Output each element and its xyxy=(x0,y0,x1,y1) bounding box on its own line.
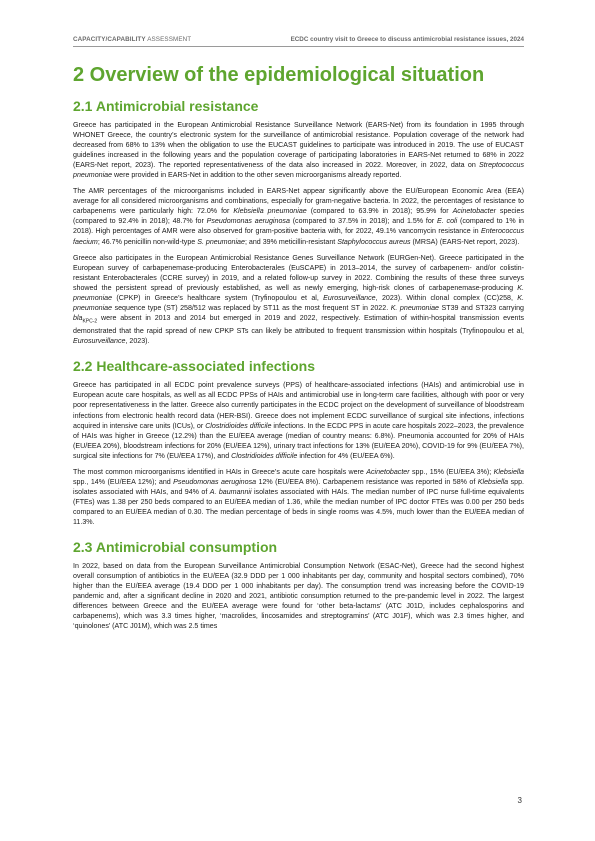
italic-term: Eurosurveillance xyxy=(323,293,376,302)
text-run: ; 46.7% penicillin non-wild-type xyxy=(97,237,198,246)
text-run: spp., 15% (EU/EEA 3%); xyxy=(409,467,494,476)
italic-term: Klebsiella pneumoniae xyxy=(233,207,307,216)
italic-term: Eurosurveillance xyxy=(73,337,126,346)
subscript: KPC-2 xyxy=(82,318,98,325)
italic-term: bla xyxy=(73,313,83,322)
text-run: In 2022, based on data from the European Surveillance Antimicrobial Consumption Network (ESAC-Net), Greece had the second highest overall consumption of antibiotics in the EU/EEA (32.9 DDD per 1 000 inhabitants per day, community and hospital sectors combined), 70% higher than the EU/EEA average (19.4 DDD per 1 000 inhabitants per day). The consumption trend was increasing before the COVID-19 pandemic and, after a significant decline in 2020 and 2021, antibiotic consumption returned to the pre-pandemic level in 2022. The largest differences between Greece and the EU/EEA average were found for ‘other beta-lactams’ (ATC J01D, includes cephalosporins and carbapenems), which was 3.3 times higher, ‘macrolides, lincosamides and streptogramins’ (ATC J01F), which was 2.3 times higher, and ‘quinolones’ (ATC J01M), which was 2.5 times xyxy=(73,562,524,631)
paragraph xyxy=(73,467,524,527)
paragraph xyxy=(73,380,524,460)
text-run: The AMR percentages of the microorganisms included in EARS-Net appear significantly above the EU/European Economic Area (EEA) average for all considered microorganisms and combinations, especially for gram-negative bacteria. In 2022, the percentages of resistance to carbapenems were particularly high: 72.0% for xyxy=(73,187,524,216)
italic-term: Clostridioides difficile xyxy=(231,451,298,460)
header-left-rest: ASSESSMENT xyxy=(145,36,192,43)
italic-term: Enterococcus faecium xyxy=(73,227,524,246)
header-right: ECDC country visit to Greece to discuss antimicrobial resistance issues, 2024 xyxy=(290,36,524,43)
italic-term: K. pneumoniae xyxy=(73,293,524,312)
page-content xyxy=(73,62,524,631)
text-run: (CPKP) in Greece’s healthcare system (Tryfinopoulou et al, xyxy=(112,293,324,302)
paragraph xyxy=(73,253,524,347)
text-run: spp. isolates associated with HAIs, and 94% of xyxy=(73,477,524,496)
text-run: species (compared to 92.4% in 2018); 48.7% for xyxy=(73,207,524,226)
italic-term: Klebsiella xyxy=(493,467,524,476)
text-run: 12% (EU/EEA 8%). Carbapenem resistance was reported in 58% of xyxy=(256,477,478,486)
header-rule xyxy=(73,46,524,47)
paragraph xyxy=(73,561,524,631)
italic-term: S. pneumoniae xyxy=(197,237,245,246)
header-left xyxy=(73,36,191,43)
text-run: sequence type (ST) 258/512 was replaced by ST11 as the most frequent ST in 2022. xyxy=(112,303,391,312)
italic-term: Staphylococcus aureus xyxy=(337,237,411,246)
text-run: (compared to 37.5% in 2018); and 1.5% for xyxy=(289,217,438,226)
text-run: Greece has participated in the European Antimicrobial Resistance Surveillance Network (EARS-Net) from its foundation in 1995 through WHONET Greece, the country’s electronic system for the surveillance of antimicrobial resistance. Population coverage of the network had decreased from 68% to 13% when the obligation to use the EUCAST guidelines to participate was introduced in 2019. The use of EUCAST guidelines increased in the following years and the population coverage of participating laboratories in EARS-Net returned to 68% in 2022 (EARS-Net report, 2023). The reported representativeness of the data also increased in 2022. Moreover, in 2022, data on xyxy=(73,121,524,170)
italic-term: Acinetobacter xyxy=(366,467,410,476)
italic-term: Klebsiella xyxy=(477,477,509,486)
text-run: , 2023). xyxy=(125,337,150,346)
paragraph xyxy=(73,186,524,246)
italic-term: E. coli xyxy=(437,217,458,226)
text-run: infection for 4% (EU/EEA 6%). xyxy=(297,451,395,460)
text-run: were absent in 2013 and 2014 but emerged in 2019 and 2022, respectively. Estimation of within-hospital transmission events demonstrated that the rapid spread of new CPKP STs can likely be attributed to frequent transmission within hospitals (Tryfinopoulou et al, xyxy=(73,313,524,336)
text-run: were provided in EARS-Net in addition to the other seven microorganisms already reported. xyxy=(112,171,402,180)
italic-term: Pseudomonas aeruginosa xyxy=(173,477,257,486)
text-run: isolates associated with HAIs. The median number of IPC nurse full-time equivalents (FTEs) was 1.38 per 250 beds compared to an EU/EEA median of 1.36, while the median number of IPC doctor FTEs was 0.00 per 250 beds compared to an EU/EEA median of 0.30. The median percentage of beds in single rooms was 4.5%, much lower than the EU/EEA median of 11.3%. xyxy=(73,487,525,526)
text-run: ST39 and ST323 carrying xyxy=(438,303,524,312)
text-run: The most common microorganisms identified in HAIs in Greece’s acute care hospitals were xyxy=(73,467,367,476)
italic-term: A. baumannii xyxy=(209,487,252,496)
italic-term: Acinetobacter xyxy=(452,207,496,216)
text-run: (compared to 63.9% in 2018); 95.9% for xyxy=(306,207,453,216)
text-run: spp., 14% (EU/EEA 12%); and xyxy=(73,477,174,486)
paragraph xyxy=(73,120,524,180)
text-run: (MRSA) (EARS-Net report, 2023). xyxy=(410,237,520,246)
text-run: ; and 39% meticillin-resistant xyxy=(244,237,338,246)
text-run: Greece has participated in all ECDC point prevalence surveys (PPS) of healthcare-associated infections (HAIs) and antimicrobial use in European acute care hospitals, as well as all ECDC PPSs of HAIs and antimicrobial use in long-term care facilities, although with poor or very poor representativeness in the latter. Greece also currently participates in the ECDC project on the development of surveillance of bloodstream infections from electronic health record data (HER-BSI). Greece does not implement ECDC surveillance of surgical site infections, infections acquired in intensive care units (ICUs), or xyxy=(73,381,524,430)
italic-term: K. pneumoniae xyxy=(73,283,524,302)
italic-term: Streptococcus pneumoniae xyxy=(73,161,524,180)
text-run: infections. In the ECDC PPS in acute care hospitals 2022–2023, the prevalence of HAIs was higher in Greece (12.2%) than the EU/EEA average (median of country means: 6.8%). Pneumonia accounted for 20% of HAIs (EU/EEA 20%), bloodstream infections for 20% (EU/EEA 12%), urinary tract infections for 13% (EU/EEA 20%), COVID-19 for 9% (EU/EEA 7%), surgical site infections for 7% (EU/EEA 17%), and xyxy=(73,421,524,460)
section-heading-amr: 2.1 Antimicrobial resistance xyxy=(73,98,259,114)
italic-term: Pseudomonas aeruginosa xyxy=(206,217,290,226)
italic-term: K. pneumoniae xyxy=(390,303,439,312)
text-run: , 2023). Within clonal complex (CC)258, xyxy=(375,293,518,302)
chapter-title: 2 Overview of the epidemiological situation xyxy=(73,64,485,86)
section-heading-hai: 2.2 Healthcare-associated infections xyxy=(73,358,315,375)
page-number: 3 xyxy=(517,796,522,805)
italic-term: Clostridioides difficile xyxy=(205,421,272,430)
header-left-bold: CAPACITY/CAPABILITY xyxy=(73,36,146,43)
text-run: (compared to 1% in 2018). High percentages of AMR were also observed for gram-positive bacteria with, for 2022, 49.1% vancomycin resistance in xyxy=(73,217,524,236)
section-heading-amc: 2.3 Antimicrobial consumption xyxy=(73,539,278,556)
text-run: Greece also participates in the European Antimicrobial Resistance Genes Surveillance Network (EURGen-Net). Greece participated in the European survey of carbapenemase-producing Enterobacterales (EuSCAPE) in 2013–2014, the survey of carbapenem- and/or colistin-resistant Enterobacterales (CCRE survey) in 2019, and a related follow-up survey in 2022. Combining the results of these three surveys showed the persistent spread of previously established, as well as newly emerging, high-risk clones of carbapenemase-producing xyxy=(73,253,524,292)
